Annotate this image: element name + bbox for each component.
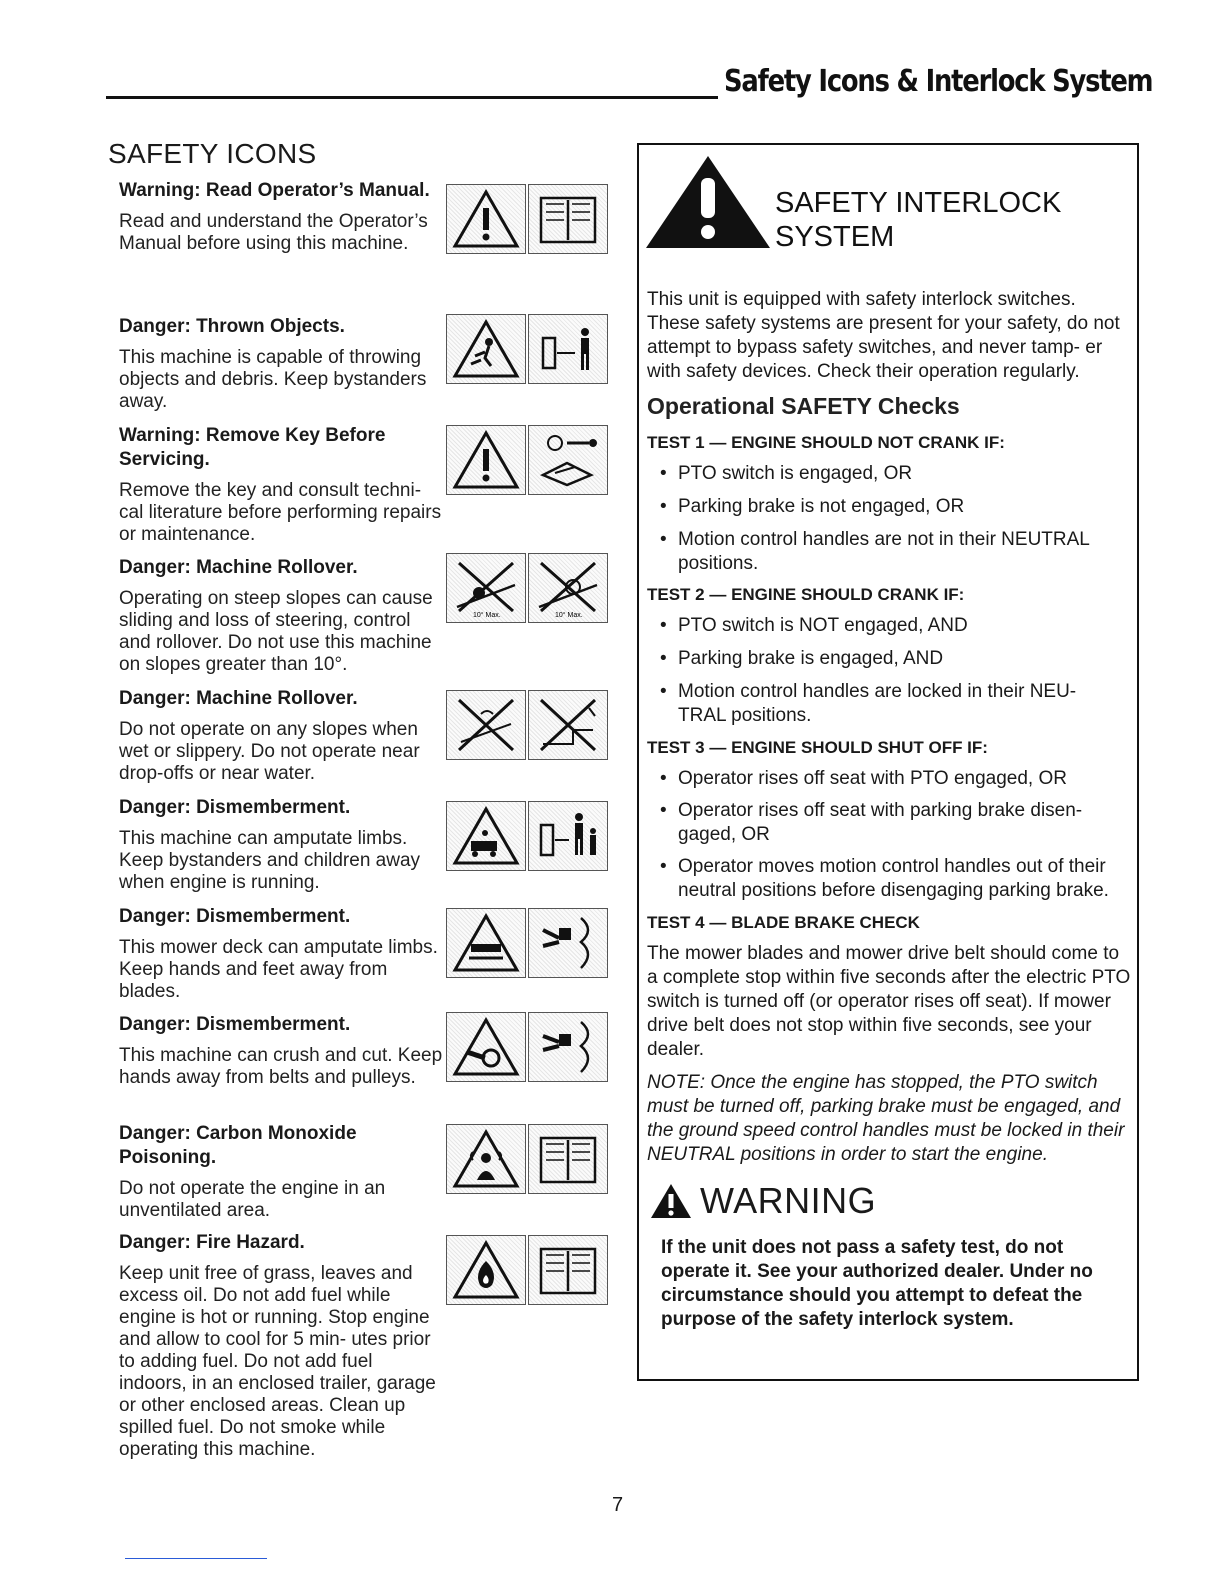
item-body: Operating on steep slopes can cause sliding and loss of steering, control and rollover. Do not use this machine on slopes greater than 10°. <box>119 588 433 675</box>
item-body: Remove the key and consult techni- cal literature before performing repairs or maintenance. <box>119 480 442 545</box>
decal-belts-pulleys <box>446 1012 608 1082</box>
no-slope-icon <box>446 690 526 760</box>
item-body: Do not operate on any slopes when wet or slippery. Do not operate near drop-offs or near water. <box>119 719 420 784</box>
decal-remove-key <box>446 425 608 495</box>
warning-label: WARNING <box>700 1180 877 1221</box>
thrown-objects-icon <box>446 314 526 384</box>
manual-book-icon <box>528 1235 608 1305</box>
list-item: • Motion control handles are not in their NEUTRAL positions. <box>660 528 1120 576</box>
list-item: • Operator rises off seat with PTO engaged, OR <box>660 767 1130 791</box>
item-title: Danger: Fire Hazard. <box>119 1232 305 1253</box>
item-title: Danger: Thrown Objects. <box>119 316 345 337</box>
operational-checks-heading: Operational SAFETY Checks <box>647 393 960 419</box>
slope-label: 10° Max. <box>555 612 583 619</box>
decal-slope-rollover <box>446 553 608 623</box>
footer-line <box>125 1558 267 1559</box>
fire-hazard-icon <box>446 1235 526 1305</box>
blade-brake-text: The mower blades and mower drive belt should come to a complete stop within five seconds after the electric PTO switch is turned off (or operator rises off seat). If mower drive belt does not stop within five seconds, see your dealer. <box>647 943 1131 1060</box>
item-title: Danger: Machine Rollover. <box>119 688 358 709</box>
interlock-title-line1: SAFETY INTERLOCK <box>775 187 1062 219</box>
item-title: Danger: Carbon Monoxide Poisoning. <box>119 1123 357 1168</box>
decal-deck-blades <box>446 908 608 978</box>
list-item: • Parking brake is engaged, AND <box>660 647 1130 671</box>
note-text: NOTE: Once the engine has stopped, the PTO switch must be turned off, parking brake must be engaged, and the ground speed control handles must be locked in their NEUTRAL positions in order to start the engine. <box>647 1072 1125 1165</box>
decal-fire-hazard <box>446 1235 608 1305</box>
test-heading: TEST 3 — ENGINE SHOULD SHUT OFF IF: <box>647 738 988 757</box>
item-body: Do not operate the engine in an unventilated area. <box>119 1178 386 1221</box>
list-item: • Parking brake is not engaged, OR <box>660 495 1130 519</box>
manual-book-icon <box>528 1124 608 1194</box>
icon-item <box>119 1231 445 1461</box>
slope-rollover-icon <box>446 553 526 623</box>
interlock-title-line2: SYSTEM <box>775 221 895 253</box>
item-body: This machine is capable of throwing objects and debris. Keep bystanders away. <box>119 347 427 412</box>
list-item: • Motion control handles are locked in their NEU- TRAL positions. <box>660 680 1110 728</box>
list-item: • PTO switch is engaged, OR <box>660 462 1130 486</box>
item-title: Danger: Machine Rollover. <box>119 557 358 578</box>
icon-item <box>119 179 445 255</box>
decal-thrown-objects <box>446 314 608 384</box>
page-header-title: Safety Icons & Interlock System <box>724 64 1153 99</box>
no-dropoff-icon <box>528 690 608 760</box>
keep-away-icon <box>528 314 608 384</box>
icon-item <box>119 424 445 546</box>
test-heading: TEST 2 — ENGINE SHOULD CRANK IF: <box>647 585 965 604</box>
item-body: Keep unit free of grass, leaves and excess oil. Do not add fuel while engine is hot or running. Stop engine and allow to cool for 5 min- utes prior to adding fuel. Do not add fuel indoors, in an enclosed trailer, garage or other enclosed areas. Clean up spilled fuel. Do not smoke while operating this machine. <box>119 1263 436 1460</box>
item-title: Danger: Dismemberment. <box>119 797 351 818</box>
icon-item <box>119 905 445 1003</box>
item-body: This machine can crush and cut. Keep hands away from belts and pulleys. <box>119 1045 443 1088</box>
decal-mower-dismemberment <box>446 801 608 871</box>
icon-item <box>119 1122 445 1222</box>
icon-item <box>119 556 445 676</box>
warning-triangle-icon <box>650 1183 692 1219</box>
hand-belt-icon <box>528 1012 608 1082</box>
interlock-title <box>775 186 1061 254</box>
warning-triangle-icon <box>446 425 526 495</box>
decal-wet-slopes <box>446 690 608 760</box>
slope-label: 10° Max. <box>473 612 501 619</box>
header-rule <box>106 96 718 99</box>
safety-icons-heading: SAFETY ICONS <box>108 138 317 169</box>
list-item: • Operator rises off seat with parking brake disen- gaged, OR <box>660 799 1110 847</box>
item-title: Danger: Dismemberment. <box>119 906 351 927</box>
icon-item <box>119 1013 445 1089</box>
manual-book-icon <box>528 184 608 254</box>
slope-rollover-icon <box>528 553 608 623</box>
item-title: Warning: Read Operator’s Manual. <box>119 180 430 201</box>
carbon-monoxide-icon <box>446 1124 526 1194</box>
remove-key-icon <box>528 425 608 495</box>
test-heading: TEST 4 — BLADE BRAKE CHECK <box>647 913 920 932</box>
item-body: This machine can amputate limbs. Keep bystanders and children away when engine is running. <box>119 828 421 893</box>
item-body: Read and understand the Operator’s Manual before using this machine. <box>119 211 428 254</box>
decal-read-manual <box>446 184 608 254</box>
belt-pulley-icon <box>446 1012 526 1082</box>
blade-hazard-icon <box>446 908 526 978</box>
warning-triangle-icon <box>446 184 526 254</box>
page-number: 7 <box>612 1494 624 1516</box>
item-title: Warning: Remove Key Before Servicing. <box>119 425 386 470</box>
warning-heading <box>650 1180 876 1222</box>
keep-children-away-icon <box>528 801 608 871</box>
list-item: • PTO switch is NOT engaged, AND <box>660 614 1130 638</box>
item-title: Danger: Dismemberment. <box>119 1014 351 1035</box>
icon-item <box>119 315 445 413</box>
warning-triangle-icon <box>644 154 772 250</box>
interlock-intro: This unit is equipped with safety interlock switches. These safety systems are present for your safety, do not attempt to bypass safety switches, and never tamp- er with safety devices. Check their operation regularly. <box>647 289 1120 382</box>
icon-item <box>119 687 445 785</box>
list-item: • Operator moves motion control handles out of their neutral positions before disengaging parking brake. <box>660 855 1134 903</box>
warning-text: If the unit does not pass a safety test, do not operate it. See your authorized dealer. Under no circumstance should you attempt to defeat the purpose of the safety interlock system. <box>661 1237 1093 1330</box>
item-body: This mower deck can amputate limbs. Keep hands and feet away from blades. <box>119 937 438 1002</box>
icon-item <box>119 796 445 894</box>
mower-hazard-icon <box>446 801 526 871</box>
decal-carbon-monoxide <box>446 1124 608 1194</box>
hand-foot-blade-icon <box>528 908 608 978</box>
test-heading: TEST 1 — ENGINE SHOULD NOT CRANK IF: <box>647 433 1005 452</box>
